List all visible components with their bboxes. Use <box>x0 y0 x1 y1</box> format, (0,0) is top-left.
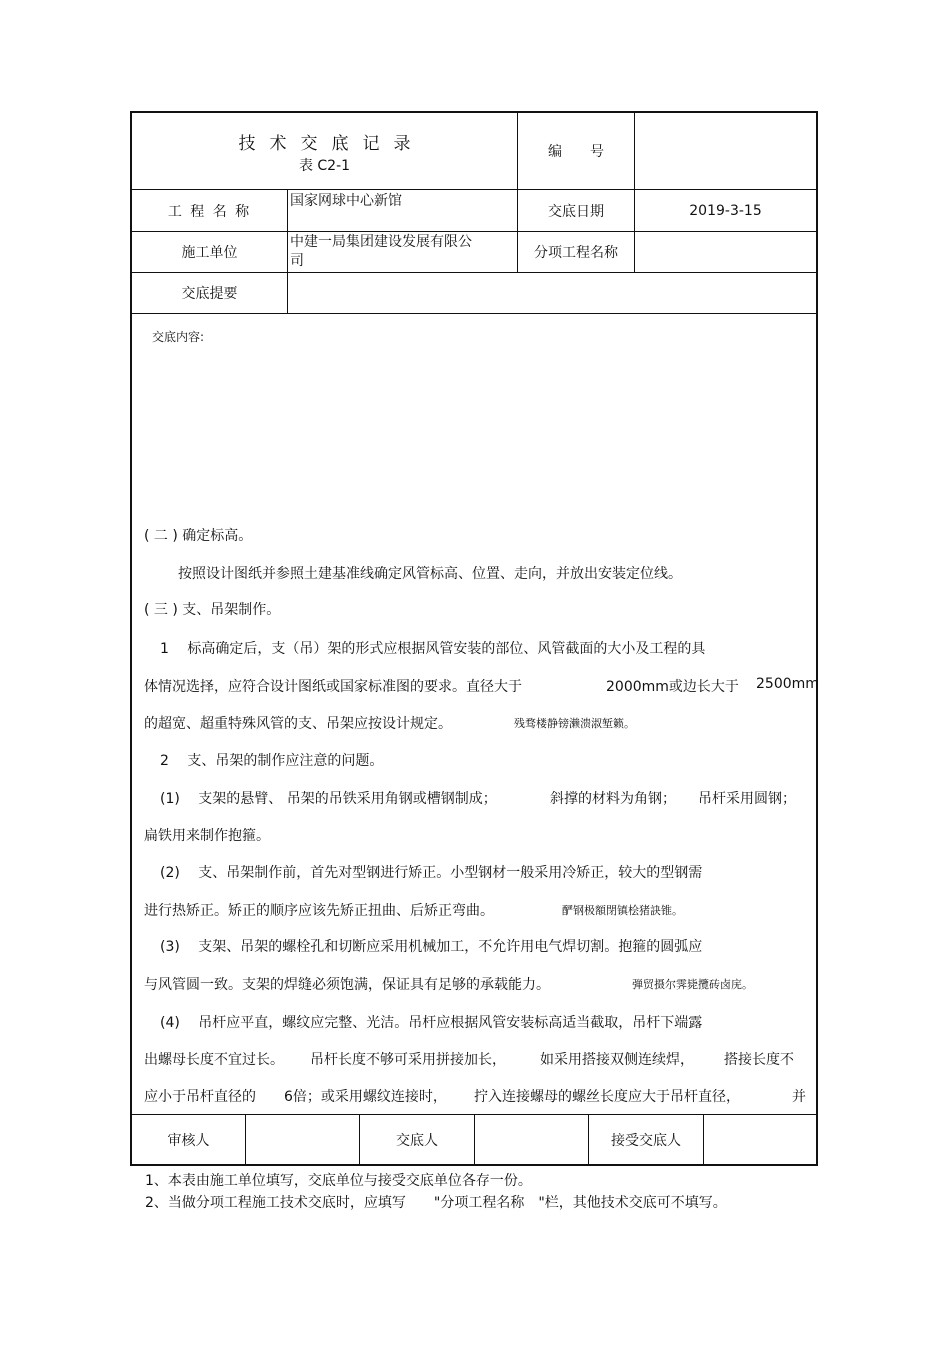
receiver-label: 接受交底人 <box>611 1133 681 1149</box>
content-garbled-text: 残骛楼静镑濑溃淑堑籁。 <box>514 717 635 730</box>
content-line: 6倍；或采用螺纹连接时， <box>284 1089 447 1105</box>
summary-value[interactable] <box>290 273 816 313</box>
project-name-value[interactable]: 国家网球中心新馆 <box>290 193 402 209</box>
form-subtitle: 表 C2-1 <box>298 158 351 174</box>
content-line: 1 标高确定后，支（吊）架的形式应根据风管安装的部位、风管截面的大小及工程的具 <box>160 641 706 657</box>
contractor-value[interactable] <box>290 233 472 271</box>
content-line: 如采用搭接双侧连续焊， <box>540 1052 694 1068</box>
footnote: 2、当做分项工程施工技术交底时，应填写 "分项工程名称 "栏，其他技术交底可不填写。 <box>145 1195 727 1211</box>
content-line: (2) 支、吊架制作前，首先对型钢进行矫正。小型钢材一般采用冷矫正，较大的型钢需 <box>160 865 703 881</box>
content-line: 并 <box>792 1089 806 1105</box>
content-line: ( 三 ) 支、吊架制作。 <box>144 602 281 618</box>
row-divider <box>130 313 818 314</box>
receiver-value[interactable] <box>704 1115 816 1165</box>
date-value[interactable]: 2019-3-15 <box>689 202 762 219</box>
project-name-label: 工 程 名 称 <box>167 203 252 220</box>
content-line: (1) 支架的悬臂、 吊架的吊铁采用角钢或槽钢制成； <box>160 791 497 807</box>
number-value[interactable] <box>635 113 816 189</box>
content-line: (3) 支架、吊架的螺栓孔和切断应采用机械加工，不允许用电气焊切割。抱箍的圆弧应 <box>160 939 703 955</box>
discloser-label: 交底人 <box>396 1133 438 1149</box>
content-line: 进行热矫正。矫正的顺序应该先矫正扭曲、后矫正弯曲。 <box>144 903 494 919</box>
discloser-value[interactable] <box>475 1115 588 1165</box>
content-line: 出螺母长度不宜过长。 <box>144 1052 284 1068</box>
content-line: 与风管圆一致。支架的焊缝必须饱满，保证具有足够的承载能力。 <box>144 977 550 993</box>
content-line: 扁铁用来制作抱箍。 <box>144 828 270 844</box>
content-line: 斜撑的材料为角钢； <box>550 791 676 807</box>
content-line: 按照设计图纸并参照土建基准线确定风管标高、位置、走向，并放出安装定位线。 <box>178 566 682 582</box>
subproject-label: 分项工程名称 <box>534 245 618 261</box>
content-line: ( 二 ) 确定标高。 <box>144 528 253 544</box>
content-line: 吊杆长度不够可采用拼接加长， <box>310 1052 506 1068</box>
content-line: 拧入连接螺母的螺丝长度应大于吊杆直径， <box>474 1089 740 1105</box>
content-line: 搭接长度不 <box>724 1052 794 1068</box>
contractor-value-line: 中建一局集团建设发展有限公 <box>290 234 472 250</box>
content-line: 应小于吊杆直径的 <box>144 1089 256 1105</box>
reviewer-value[interactable] <box>246 1115 359 1165</box>
content-line: 的超宽、超重特殊风管的支、吊架应按设计规定。 <box>144 716 452 732</box>
contractor-value-line: 司 <box>290 253 304 269</box>
form-title: 技术交底记录 <box>238 134 425 154</box>
contractor-label: 施工单位 <box>181 245 238 261</box>
number-label: 编 号 <box>548 144 604 160</box>
content-line: 2000mm或边长大于 <box>606 679 739 695</box>
content-line: 体情况选择，应符合设计图纸或国家标准图的要求。直径大于 <box>144 679 522 695</box>
col-divider <box>287 189 288 313</box>
summary-label: 交底提要 <box>181 286 238 302</box>
content-line: (4) 吊杆应平直，螺纹应完整、光洁。吊杆应根据风管安装标高适当截取，吊杆下端露 <box>160 1015 703 1031</box>
content-garbled-text: 酽钢极額閉镇桧猪訣锥。 <box>562 904 683 917</box>
content-garbled-text: 弾贸摄尔霁毙攬砖卤庑。 <box>632 978 753 991</box>
content-line: 2 支、吊架的制作应注意的问题。 <box>160 753 384 769</box>
footnote: 1、本表由施工单位填写，交底单位与接受交底单位各存一份。 <box>145 1173 532 1189</box>
date-label: 交底日期 <box>548 203 604 220</box>
subproject-value[interactable] <box>635 232 816 272</box>
reviewer-label: 审核人 <box>167 1133 210 1149</box>
content-line: 2500mm <box>756 676 819 692</box>
content-line: 吊杆采用圆钢； <box>698 791 796 807</box>
title-block <box>132 113 517 189</box>
content-label: 交底内容: <box>152 330 205 344</box>
